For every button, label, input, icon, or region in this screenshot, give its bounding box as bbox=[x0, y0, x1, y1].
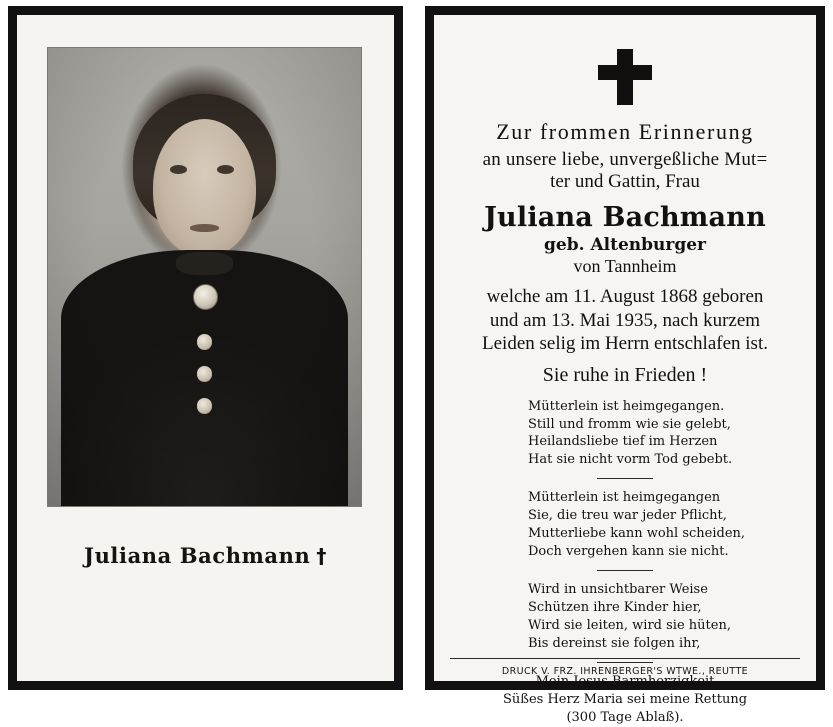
life-dates-line-1: welche am 11. August 1868 geboren bbox=[486, 285, 764, 307]
left-card-inner bbox=[17, 15, 394, 681]
verse-line: Doch vergehen kann sie nicht. bbox=[528, 544, 729, 560]
printer-imprint: DRUCK V. FRZ. IHRENBERGER'S WTWE., REUTTE bbox=[501, 666, 749, 677]
place-of-origin: von Tannheim bbox=[573, 255, 677, 276]
portrait-photo-icon bbox=[48, 48, 361, 506]
memorial-heading: Zur frommen Erinnerung bbox=[496, 119, 754, 144]
verse-line: Wird in unsichtbarer Weise bbox=[528, 582, 708, 598]
verse-line: Sie, die treu war jeder Pflicht, bbox=[528, 508, 727, 524]
verse-stanza-1 bbox=[450, 398, 800, 470]
rest-in-peace-line: Sie ruhe in Frieden ! bbox=[542, 364, 708, 387]
latin-cross-icon bbox=[598, 49, 652, 105]
closing-prayer bbox=[450, 673, 800, 727]
left-card bbox=[8, 6, 403, 690]
verse-line: Wird sie leiten, wird sie hüten, bbox=[528, 617, 731, 633]
divider-3 bbox=[597, 662, 653, 663]
portrait-caption-name: Juliana Bachmann bbox=[84, 543, 311, 568]
verse-line: Mutterliebe kann wohl scheiden, bbox=[528, 526, 746, 542]
cross-icon: † bbox=[316, 544, 327, 568]
closing-line: Süßes Herz Maria sei meine Rettung bbox=[502, 691, 748, 707]
verse-line: Bis dereinst sie folgen ihr, bbox=[528, 635, 701, 651]
portrait-vignette bbox=[48, 48, 361, 506]
portrait-caption bbox=[17, 543, 394, 568]
dedication-line-1: an unsere liebe, unvergeßliche Mut= bbox=[482, 148, 768, 170]
closing-line: Mein Jesus Barmherzigkeit bbox=[535, 673, 715, 689]
right-card-inner bbox=[434, 15, 816, 725]
verse-line: Still und fromm wie sie gelebt, bbox=[528, 416, 731, 432]
cross-horizontal-bar bbox=[598, 65, 652, 80]
verse-stanza-2 bbox=[450, 489, 800, 561]
verse-line: Hat sie nicht vorm Tod gebebt. bbox=[528, 452, 733, 468]
verse-stanza-3 bbox=[450, 581, 800, 653]
dedication-line-2: ter und Gattin, Frau bbox=[550, 171, 700, 193]
right-card bbox=[425, 6, 825, 725]
divider-1 bbox=[597, 478, 653, 479]
verse-line: Heilandsliebe tief im Herzen bbox=[528, 434, 718, 450]
imprint-divider bbox=[450, 658, 800, 659]
deceased-name: Juliana Bachmann bbox=[484, 201, 766, 233]
closing-line: (300 Tage Ablaß). bbox=[566, 709, 684, 725]
portrait-frame bbox=[47, 47, 362, 507]
verse-line: Mütterlein ist heimgegangen. bbox=[528, 398, 725, 414]
life-dates-line-2: und am 13. Mai 1935, nach kurzem bbox=[489, 309, 761, 331]
maiden-name: geb. Altenburger bbox=[544, 234, 706, 255]
life-dates-line-3: Leiden selig im Herrn entschlafen ist. bbox=[482, 333, 768, 355]
divider-2 bbox=[597, 570, 653, 571]
verse-line: Mütterlein ist heimgegangen bbox=[528, 490, 721, 506]
verse-line: Schützen ihre Kinder hier, bbox=[528, 600, 702, 616]
